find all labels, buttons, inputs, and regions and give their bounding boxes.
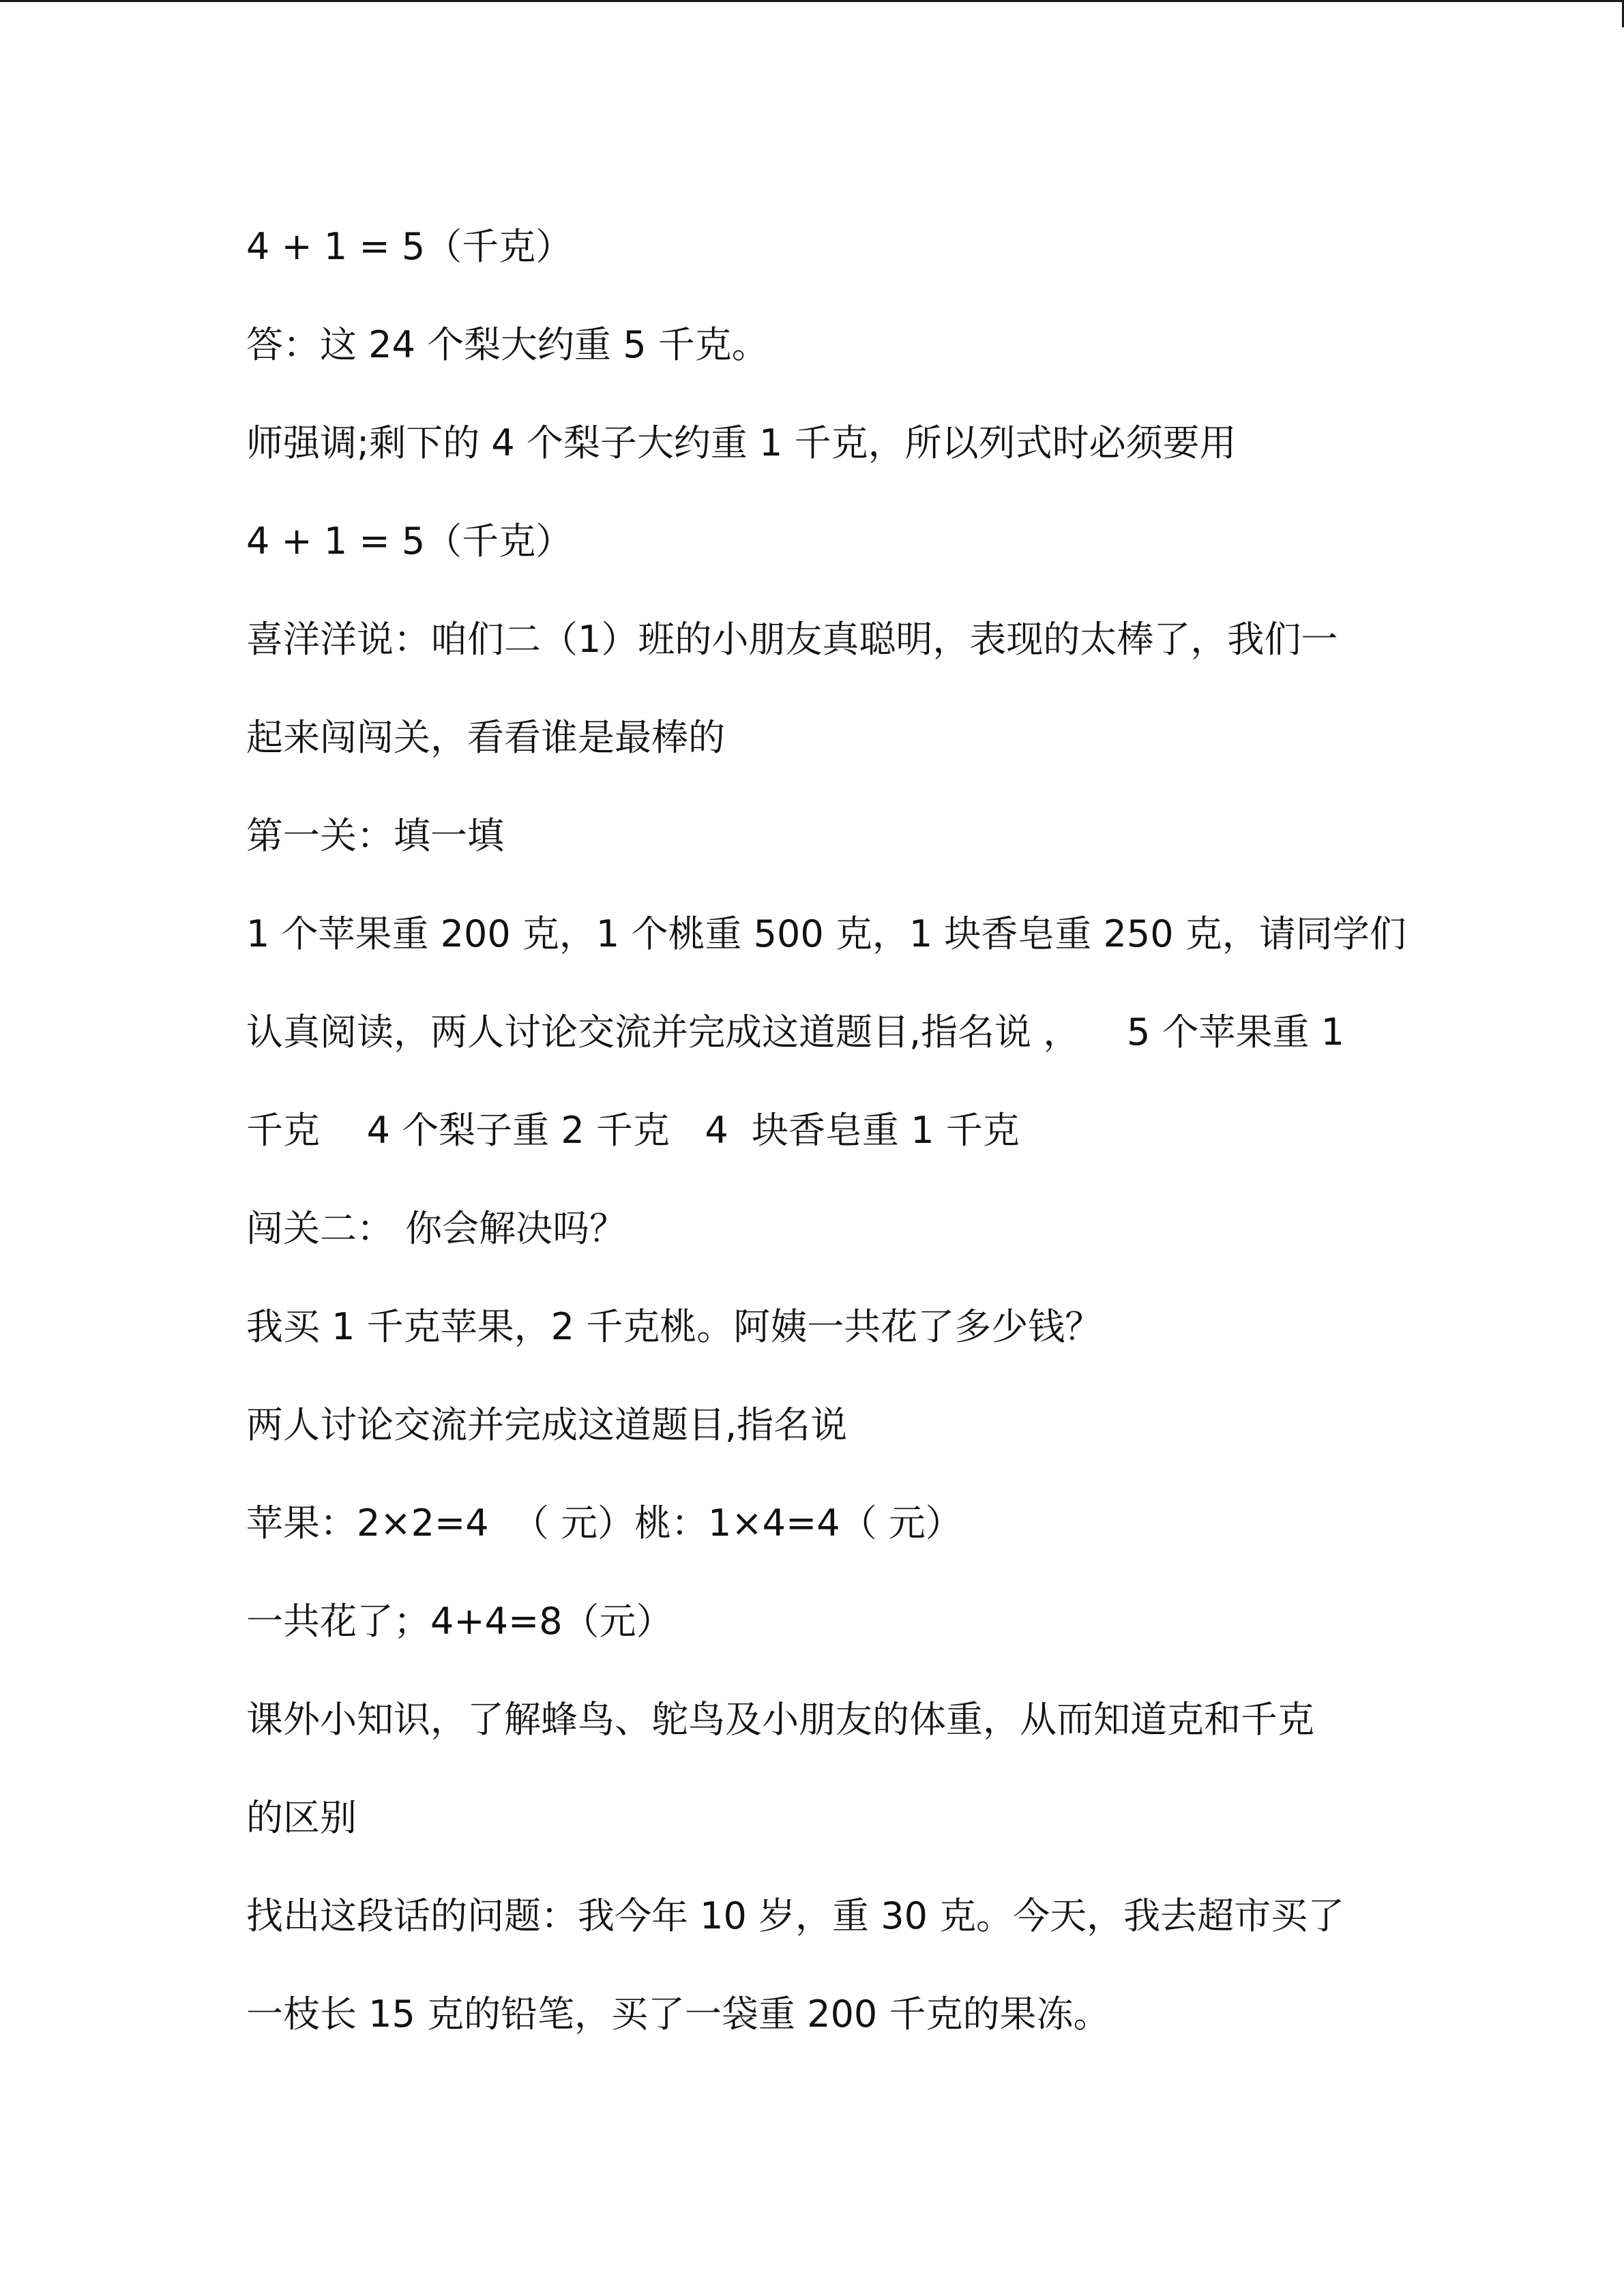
text-line-5: 喜洋洋说：咱们二（1）班的小朋友真聪明，表现的太棒了，我们一: [246, 618, 1338, 661]
text-line-1: 4 + 1 = 5（千克）: [246, 225, 573, 268]
text-line-14: 苹果：2×2=4 （ 元）桃：1×4=4（ 元）: [246, 1502, 962, 1545]
text-line-19: 一枝长 15 克的铅笔，买了一袋重 200 千克的果冻。: [246, 1993, 1110, 2036]
text-line-6: 起来闯闯关，看看谁是最棒的: [246, 716, 725, 759]
text-line-15: 一共花了；4+4=8（元）: [246, 1600, 673, 1643]
text-line-18: 找出这段话的问题：我今年 10 岁，重 30 克。今天，我去超市买了: [246, 1894, 1345, 1937]
text-line-9: 认真阅读，两人讨论交流并完成这道题目,指名说 ， 5 个苹果重 1: [246, 1011, 1345, 1054]
text-line-10: 千克 4 个梨子重 2 千克 4 块香皂重 1 千克: [246, 1109, 1020, 1152]
text-line-8: 1 个苹果重 200 克，1 个桃重 500 克，1 块香皂重 250 克，请同学们: [246, 912, 1406, 955]
text-line-16: 课外小知识，了解蜂鸟、鸵鸟及小朋友的体重，从而知道克和千克: [246, 1698, 1314, 1741]
text-line-17: 的区别: [246, 1796, 357, 1839]
text-line-4: 4 + 1 = 5（千克）: [246, 520, 573, 563]
text-line-7: 第一关：填一填: [246, 814, 504, 857]
text-line-12: 我买 1 千克苹果，2 千克桃。阿姨一共花了多少钱？: [246, 1305, 1102, 1348]
text-line-3: 师强调;剩下的 4 个梨子大约重 1 千克，所以列式时必须要用: [246, 421, 1237, 464]
text-line-11: 闯关二： 你会解决吗？: [246, 1207, 627, 1250]
text-line-13: 两人讨论交流并完成这道题目,指名说: [246, 1403, 848, 1446]
text-line-2: 答：这 24 个梨大约重 5 千克。: [246, 323, 769, 366]
